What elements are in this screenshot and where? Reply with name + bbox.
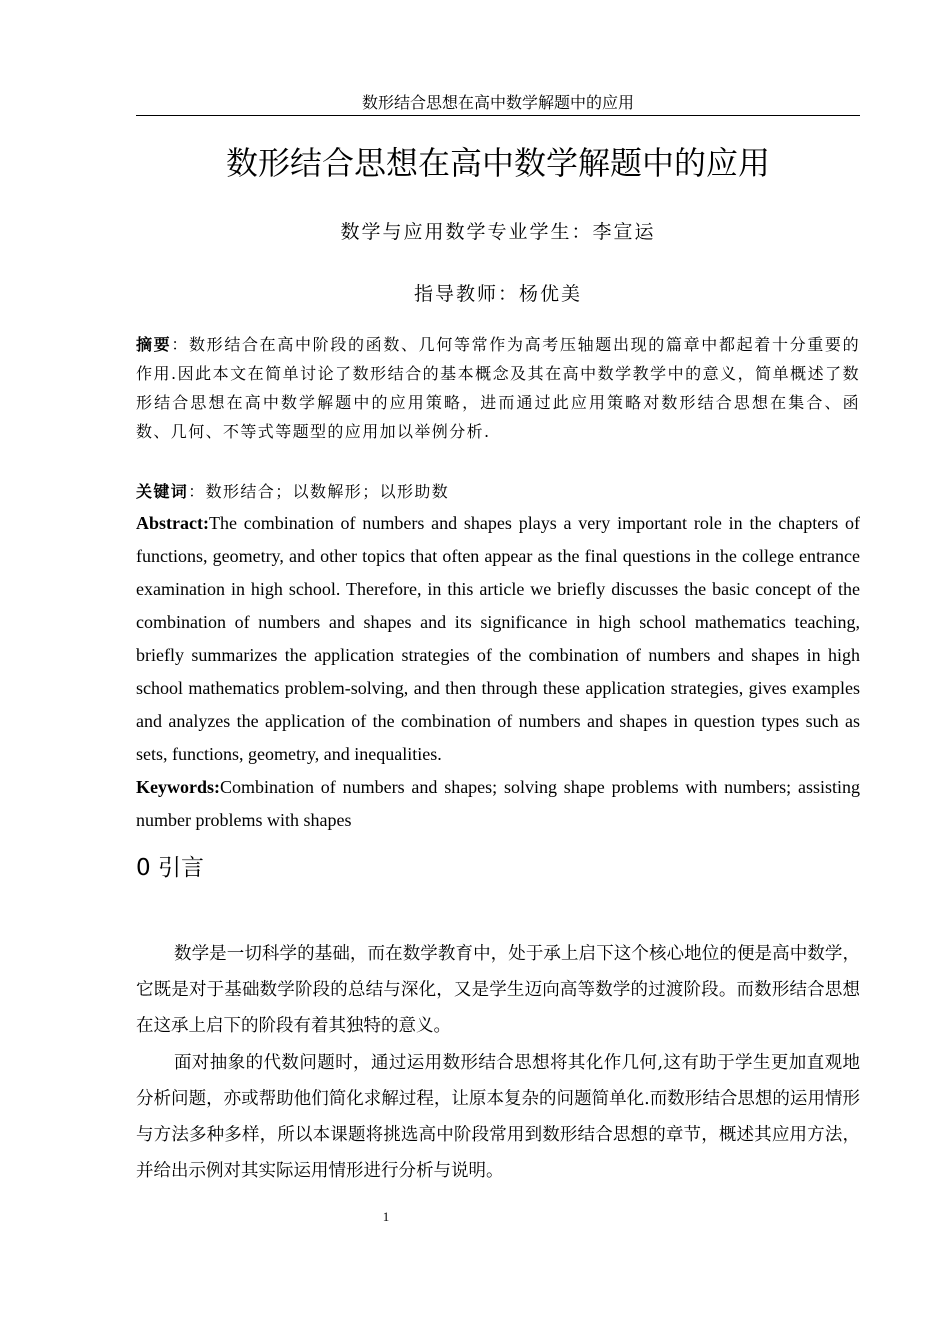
abstract-chinese-separator: ：	[171, 335, 190, 354]
abstract-chinese-text: 数形结合在高中阶段的函数、几何等常作为高考压轴题出现的篇章中都起着十分重要的作用.因此本文在简单讨论了数形结合的基本概念及其在高中数学教学中的意义，简单概述了数形结合思想在高中数学解题中的应用策略，进而通过此应用策略对数形结合思想在集合、函数、几何、不等式等题型的应用加以举例分析.	[136, 335, 861, 441]
abstract-chinese-label: 摘要	[136, 335, 172, 354]
section-heading-introduction: 0 引言	[136, 855, 204, 881]
page-number: 1	[382, 1209, 390, 1224]
keywords-chinese	[136, 478, 860, 506]
body-paragraph: 面对抽象的代数问题时，通过运用数形结合思想将其化作几何,这有助于学生更加直观地分析问题，亦或帮助他们简化求解过程，让原本复杂的问题简单化.而数形结合思想的运用情形与方法多种多样，所以本课题将挑选高中阶段常用到数形结合思想的章节，概述其应用方法，并给出示例对其实际运用情形进行分析与说明。	[136, 1053, 860, 1181]
abstract-chinese	[136, 330, 860, 446]
abstract-english-text: The combination of numbers and shapes plays a very important role in the chapters of functions, geometry, and other topics that often appear as the final questions in the college entrance examination in high school. Therefore, in this article we briefly discusses the basic concept of the combination of numbers and shapes and its significance in high school mathematics teaching, briefly summarizes the application strategies of the combination of numbers and shapes in high school mathematics problem-solving, and then through these application strategies, gives examples and analyzes the application of the combination of numbers and shapes in question types such as sets, functions, geometry, and inequalities.	[136, 513, 860, 764]
keywords-english-label: Keywords:	[136, 777, 220, 797]
keywords-chinese-separator: ：	[188, 482, 206, 501]
keywords-chinese-label: 关键词	[136, 482, 189, 501]
header-rule	[136, 115, 860, 116]
running-header: 数形结合思想在高中数学解题中的应用	[361, 93, 634, 112]
keywords-english	[136, 771, 860, 837]
keywords-chinese-text: 数形结合；以数解形；以形助数	[205, 482, 450, 501]
advisor-line: 指导教师：杨优美	[413, 283, 582, 305]
abstract-english-label: Abstract:	[136, 513, 209, 533]
body-paragraph: 数学是一切科学的基础，而在数学教育中，处于承上启下这个核心地位的便是高中数学，它既是对于基础数学阶段的总结与深化，又是学生迈向高等数学的过渡阶段。而数形结合思想在这承上启下的阶段有着其独特的意义。	[136, 944, 860, 1036]
keywords-english-text: Combination of numbers and shapes; solving shape problems with numbers; assisting number problems with shapes	[136, 777, 860, 830]
abstract-english	[136, 507, 860, 771]
paper-title: 数形结合思想在高中数学解题中的应用	[225, 144, 770, 182]
author-line: 数学与应用数学专业学生：李宣运	[340, 221, 656, 243]
